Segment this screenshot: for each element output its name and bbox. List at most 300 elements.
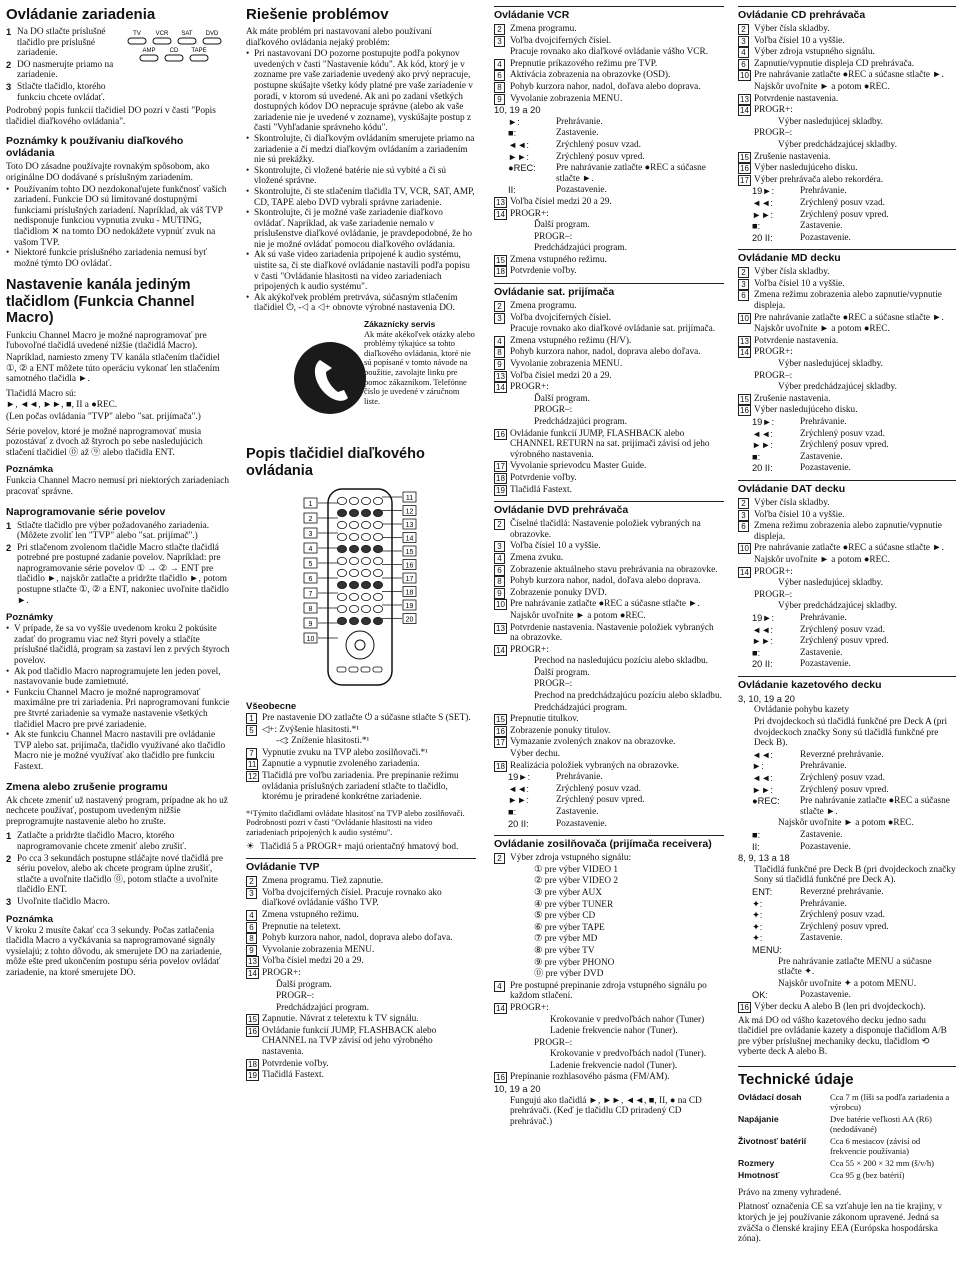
- device-key: [190, 55, 208, 61]
- trouble-intro: Ak máte problém pri nastavovaní alebo používaní diaľkového ovládania nejaký problém:: [246, 27, 432, 48]
- cd-item: Výber nasledujúcej skladby.: [778, 116, 883, 127]
- tape-title: Ovládanie kazetového decku: [738, 676, 956, 691]
- vcr-item: 8 Pohyb kurzora nahor, nadol, doľava alebo doprava.: [494, 82, 724, 93]
- vcr-item: 14 PROGR+:: [496, 208, 549, 219]
- dvd-title: Ovládanie DVD prehrávača: [494, 501, 724, 516]
- dat-key: 20 II:: [752, 659, 773, 670]
- service-title: Zákaznícky servis: [364, 319, 436, 330]
- remote-button: [349, 509, 358, 516]
- trouble-list: [246, 49, 476, 314]
- trouble-item: • Ak akýkoľvek problém pretrváva, súčasným stlačením tlačidiel ⏻, -◁ a ◁+ obnovte výrobné nastavenia DO.: [246, 293, 476, 314]
- trouble-item: • Ak sú vaše video zariadenia pripojené k audio systému, uistite sa, či ste diaľkové ovládanie nastavili podľa popisu v časti "Ovládanie hlasitosti na video zariadeniach pripojených k audio systému".: [246, 250, 476, 292]
- macro-buttons-label: Tlačidlá Macro sú:: [6, 388, 77, 399]
- vcr-item: 18 Potvrdenie voľby.: [496, 266, 577, 277]
- remote-button: [373, 545, 382, 552]
- tape-text: Zrýchlený posuv vzad.: [800, 773, 885, 784]
- sat-item: 2 Zmena programu.: [494, 301, 724, 312]
- note3-text: V kroku 2 musíte čakať cca 3 sekundy. Počas zatlačenia tlačidla Macro a vyčkávania sa naprogramované signály vysielajú; z tohto dôvodu, ak smerujete DO na zariadenie, môže ešte pred ukončením postupu séria povelov ovládať zariadenie, na ktoré smerujete DO.: [6, 925, 222, 978]
- sat-item: 14 PROGR+:: [496, 382, 549, 393]
- tvp-text: Ovládanie funkcií JUMP, FLASHBACK alebo CHANNEL na TVP závisí od jeho výrobného nastavenia.: [262, 1025, 437, 1058]
- md-number-box: 10: [740, 313, 749, 323]
- dvd-item: Ďalší program.: [534, 667, 590, 678]
- dat-text: Zrýchlený posuv vzad.: [800, 624, 885, 635]
- remote-button: [349, 617, 358, 624]
- spec-row: [738, 1092, 956, 1112]
- program-step-item: [6, 543, 232, 607]
- md-number-box: 6: [738, 290, 749, 301]
- amp-item: ⑤ pre výber CD: [534, 911, 596, 922]
- dvd-number-box: 2: [494, 519, 505, 530]
- spec-value: Cca 6 mesiacov (závisí od frekvencie používania): [830, 1135, 921, 1156]
- vcr-number-box: 13: [496, 197, 505, 207]
- vcr-item: Predchádzajúci program.: [534, 243, 627, 254]
- tip-text: Tlačidlá 5 a PROGR+ majú orientačný hmatový bod.: [260, 841, 459, 852]
- dvd-key: ◄◄:: [508, 783, 529, 794]
- trouble-item: • Skontrolujte, či ste stlačením tlačidla TV, VCR, SAT, AMP, CD, TAPE alebo DVD vybrali správne zariadenie.: [246, 187, 476, 208]
- tvp-number-box: 19: [248, 1071, 257, 1081]
- callout-label: 11: [405, 495, 414, 503]
- note-item: • Používaním tohto DO nezdokonaľujete funkčnosť vašich zariadení. Funkcie DO sú limitované dostupnými funkciami príslušných zariadení. Napríklad, ak váš TVP nedisponuje funkciou vypnutia zvuku - MUTING, tlačidlom ✕ na tomto DO nedokážete vypnúť zvuk na vašom TVP.: [6, 185, 232, 249]
- dvd-item: 16 Zobrazenie ponuky titulov.: [496, 725, 611, 736]
- cd-item: 3 Voľba čísiel 10 a vyššie.: [738, 36, 956, 47]
- md-number-box: 13: [740, 336, 749, 346]
- dvd-item: 18 Realizácia položiek vybraných na obrazovke.: [496, 760, 680, 771]
- remote-button: [373, 617, 382, 624]
- general-item: [246, 759, 476, 770]
- cd-title: Ovládanie CD prehrávača: [738, 6, 956, 21]
- dvd-item: Výber dechu.: [510, 749, 561, 760]
- tape-text: Prehrávanie.: [800, 898, 847, 909]
- tech-title: Technické údaje: [738, 1066, 956, 1088]
- md-text: Zrýchlený posuv vpred.: [800, 440, 889, 451]
- callout-label: 8: [308, 606, 313, 614]
- dvd-text: Pozastavenie.: [556, 818, 607, 829]
- sat-item: PROGR–:: [534, 405, 573, 416]
- remote-button: [337, 509, 346, 516]
- dvd-item: 13 Potvrdenie nastavenia. Nastavenie položiek vybraných na obrazovke.: [496, 622, 714, 644]
- dvd-item: Prechod na nasledujúcu pozíciu alebo skladbu.: [534, 656, 709, 667]
- tape-item: [738, 899, 956, 910]
- cd-item: 13 Potvrdenie nastavenia.: [740, 93, 839, 104]
- trouble-item: • Skontrolujte, či vložené batérie nie sú vybité a či sú vložené správne.: [246, 166, 476, 187]
- md-key: ◄◄:: [752, 428, 773, 439]
- cd-key: ►►:: [752, 209, 773, 220]
- vcr-key: ►►:: [508, 151, 529, 162]
- cd-item: 17 Výber prehrávača alebo rekordéra.: [740, 174, 884, 185]
- vcr-item: 10, 19 a 20: [494, 105, 541, 116]
- remote-button: [337, 557, 346, 564]
- tvp-item: [246, 968, 476, 979]
- dat-list: [738, 498, 956, 670]
- vcr-number-box: 18: [496, 267, 505, 277]
- tvp-text: Voľba dvojciferných čísiel. Pracuje rovnako ako diaľkové ovládanie vášho TVP.: [262, 887, 442, 909]
- tape-note: Ak má DO od vášho kazetového decku jedno sadu tlačidiel pre ovládanie kazety a disponuje tlačidlom A/B pre výber príslušnej mechaniky decku, tlačidlom ⟲ vyberte deck A alebo B.: [738, 1015, 947, 1058]
- dvd-key: 19►:: [508, 772, 531, 783]
- device-key: [140, 55, 158, 61]
- note2-item: • Ak ste funkciu Channel Macro nastavili pre ovládanie TVP alebo sat. prijímača, tlačidlo využívané ako tlačidlo Macro nie je možné využívať ako tlačidlo pre funkciu Fastext.: [6, 730, 232, 772]
- general-number-box: 12: [248, 772, 257, 781]
- dvd-item: PROGR–:: [534, 679, 573, 690]
- dvd-number-box: 9: [494, 588, 505, 599]
- sat-item: 19 Tlačidlá Fastext.: [496, 484, 572, 495]
- cd-item: 10 Pre nahrávanie zatlačte ●REC a súčasne stlačte ►.: [740, 70, 944, 81]
- dvd-item: Najskôr uvoľnite ► a potom ●REC.: [510, 610, 646, 621]
- device-keypad-illustration: [122, 27, 230, 67]
- cd-key: ◄◄:: [752, 197, 773, 208]
- callout-label: 14: [405, 535, 414, 543]
- tvp-item: [246, 933, 476, 944]
- callout-label: 10: [306, 636, 315, 644]
- cd-item: 2 Výber čísla skladby.: [738, 24, 956, 35]
- dvd-number-box: 15: [496, 715, 505, 725]
- remote-button: [349, 533, 358, 540]
- dvd-key: ►►:: [508, 795, 529, 806]
- service-block: [246, 320, 476, 432]
- tvp-text: Zapnutie. Návrat z teletextu k TV signálu.: [262, 1014, 419, 1025]
- remote-button: [337, 605, 346, 612]
- remote-button: [361, 569, 370, 576]
- md-number-box: 14: [740, 348, 749, 358]
- dat-item: Výber nasledujúcej skladby.: [778, 578, 883, 589]
- notes2-list: [6, 624, 232, 772]
- general-number-box: 5: [246, 725, 257, 736]
- column-4: [738, 6, 956, 1246]
- amp-item: Krokovanie v predvoľbách nahor (Tuner): [550, 1014, 705, 1025]
- md-item: Výber predchádzajúcej skladby.: [778, 382, 897, 393]
- md-number-box: 3: [738, 279, 749, 290]
- spec-key: Ovládací dosah: [738, 1091, 802, 1102]
- spec-value: Dve batérie veľkosti AA (R6) (nedodávané): [830, 1113, 932, 1134]
- sat-number-box: 8: [494, 347, 505, 358]
- cd-number-box: 13: [740, 94, 749, 104]
- dat-item: 2 Výber čísla skladby.: [738, 498, 956, 509]
- tape-list: [738, 694, 956, 1013]
- sat-number-box: 4: [494, 336, 505, 347]
- tvp-text: Tlačidlá Fastext.: [262, 1070, 324, 1081]
- dvd-text: Zastavenie.: [556, 807, 599, 817]
- cancel-step-number: 1: [6, 831, 12, 842]
- remote-button: [349, 569, 358, 576]
- cd-item: PROGR–:: [754, 128, 793, 139]
- general-text: Zapnutie a vypnutie zvoleného zariadenia.: [262, 759, 420, 770]
- tvp-number-box: 16: [248, 1026, 257, 1036]
- program-step-number: 1: [6, 520, 12, 531]
- md-key: 20 II:: [752, 463, 773, 474]
- callout-label: 3: [308, 531, 313, 539]
- md-item: 16 Výber nasledujúceho disku.: [740, 405, 858, 416]
- cd-number-box: 3: [738, 36, 749, 47]
- note2-item: • Funkciu Channel Macro je možné naprogramovať maximálne pre tri zariadenia. Pri naprogramovaní funkcie pre štvrté zariadenie sa vymaže nastavenie všetkých tlačidiel Macro pre prvé zariadenie.: [6, 688, 232, 730]
- trouble-item: • Skontrolujte, či je možné vaše zariadenie diaľkovo ovládať. Napríklad, ak vaše zariadenie nemalo v príslušenstve diaľkové ovládanie, je pravdepodobné, že ho nie je možné ovládať pomocou diaľkového ovládania.: [246, 208, 476, 250]
- tvp-text: Pohyb kurzora nahor, nadol, doprava alebo doľava.: [262, 933, 453, 944]
- tvp-text: Voľba čísiel medzi 20 a 29.: [262, 956, 364, 967]
- macro-p1: Funkciu Channel Macro je možné naprogramovať pre ľubovoľné tlačidlá uvedené nižšie (tlačidlá Macro).: [6, 330, 207, 352]
- notes2-title: Poznámky: [6, 612, 53, 624]
- tape-key: ◄◄:: [752, 773, 773, 784]
- dvd-item: Prechod na predchádzajúcu pozíciu alebo skladbu.: [534, 691, 722, 702]
- dat-title: Ovládanie DAT decku: [738, 480, 956, 495]
- remote-button: [361, 557, 370, 564]
- tape-item: [738, 922, 956, 933]
- macro-title: Nastavenie kanála jediným tlačidlom (Funkcia Channel Macro): [6, 277, 195, 327]
- keypad-label: DVD: [205, 31, 219, 37]
- remote-fastext-button: [373, 667, 382, 672]
- spec-key: Napájanie: [738, 1113, 779, 1124]
- tape-key: ✦:: [752, 921, 763, 932]
- tape-item: [738, 830, 956, 841]
- callout-label: 6: [308, 576, 313, 584]
- vcr-number-box: 8: [494, 82, 505, 93]
- tape-key: OK:: [752, 990, 769, 1001]
- dat-key: ◄◄:: [752, 624, 773, 635]
- tvp-list: [246, 876, 476, 1081]
- md-item: [738, 452, 956, 463]
- sat-item: 17 Vyvolanie sprievodcu Master Guide.: [496, 461, 647, 472]
- tape-text: Zrýchlený posuv vzad.: [800, 910, 885, 921]
- amp-item: Ladenie frekvencie nadol (Tuner).: [550, 1060, 678, 1071]
- amp-item: PROGR–:: [534, 1037, 573, 1048]
- cd-item: [738, 210, 956, 221]
- general-item: [246, 736, 476, 747]
- tape-item: Najskôr uvoľnite ► a potom ●REC.: [778, 818, 914, 829]
- vcr-item: 13 Voľba čísiel medzi 20 a 29.: [496, 196, 612, 207]
- tvp-item: [246, 910, 476, 921]
- vcr-item: [494, 128, 724, 139]
- dat-number-box: 3: [738, 510, 749, 521]
- tvp-number-box: 14: [248, 968, 257, 978]
- dvd-number-box: 10: [496, 600, 505, 610]
- remote-button: [373, 605, 382, 612]
- md-item: 6 Zmena režimu zobrazenia alebo zapnutie/vypnutie displeja.: [738, 290, 956, 311]
- amp-item: ⑨ pre výber PHONO: [534, 957, 615, 968]
- tvp-number-box: 2: [246, 876, 257, 887]
- dat-item: Najskôr uvoľnite ► a potom ●REC.: [754, 554, 890, 565]
- dat-text: Zrýchlený posuv vpred.: [800, 636, 889, 647]
- sat-item: 13 Voľba čísiel medzi 20 a 29.: [496, 370, 612, 381]
- note3-title: Poznámka: [6, 913, 53, 925]
- dat-item: PROGR–:: [754, 589, 793, 600]
- callout-label: 16: [405, 562, 414, 570]
- cd-item: 4 Výber zdroja vstupného signálu.: [738, 47, 956, 58]
- spec-row: [738, 1170, 956, 1180]
- dvd-item: 15 Prepnutie titulkov.: [496, 714, 579, 725]
- dvd-item: Predchádzajúci program.: [534, 702, 627, 713]
- device-step-text: Stlačte tlačidlo, ktorého funkciu chcete ovládať.: [17, 81, 106, 103]
- keypad-label: CD: [169, 48, 179, 54]
- amp-item: 10, 19 a 20: [494, 1084, 541, 1095]
- md-item: Výber nasledujúcej skladby.: [778, 359, 883, 370]
- tvp-number-box: 6: [246, 922, 257, 933]
- tape-text: Zastavenie.: [800, 933, 843, 944]
- vcr-key: ●REC:: [508, 163, 536, 174]
- dat-item: [738, 648, 956, 659]
- spec-key: Rozmery: [738, 1157, 775, 1168]
- vcr-number-box: 14: [496, 209, 505, 219]
- program-step-text: Pri stlačenom zvolenom tlačidle Macro stlačte tlačidlá potrebné pre postupné zadanie povelov. Napríklad: pre naprogramovanie série povelov ① → ② → ENT pre tlačidlo ►, najskôr zatlačte a pridržte tlačidlo ►, potom postupne stlačte ①, ② a ENT, nakoniec uvoľnite tlačidlo ►.: [17, 542, 229, 606]
- dat-item: 3 Voľba čísiel 10 a vyššie.: [738, 510, 956, 521]
- dvd-item: 3 Voľba čísiel 10 a vyššie.: [494, 541, 724, 552]
- amp-item: ⑦ pre výber MD: [534, 934, 598, 945]
- cd-item: 15 Zrušenie nastavenia.: [740, 151, 831, 162]
- tape-text: Reverzné prehrávanie.: [800, 886, 884, 897]
- general-item: [246, 771, 476, 803]
- spec-row: [738, 1136, 956, 1156]
- telephone-handset-icon: [294, 342, 366, 414]
- tvp-number-box: 15: [248, 1015, 257, 1025]
- cancel-step-text: Uvoľnite tlačidlo Macro.: [17, 896, 110, 907]
- dvd-number-box: 4: [494, 553, 505, 564]
- tape-number-box: 16: [740, 1002, 749, 1012]
- vcr-text: Pozastavenie.: [556, 185, 607, 196]
- tvp-text: Ďalší program.: [276, 979, 332, 990]
- sat-number-box: 9: [494, 359, 505, 370]
- device-step-number: 3: [6, 81, 12, 92]
- callout-label: 9: [308, 621, 313, 629]
- dat-item: [738, 625, 956, 636]
- tape-item: Pre nahrávanie zatlačte MENU a súčasne stlačte ✦.: [778, 956, 932, 978]
- tape-item: [738, 842, 956, 853]
- program-title: Naprogramovanie série povelov: [6, 505, 166, 518]
- cd-number-box: 17: [740, 175, 749, 185]
- tape-item: 16 Výber decku A alebo B (len pri dvojdeckoch).: [740, 1001, 926, 1012]
- remote-button: [361, 581, 370, 588]
- remote-button: [349, 545, 358, 552]
- sat-number-box: 13: [496, 371, 505, 381]
- dvd-item: [494, 795, 724, 806]
- cancel-step-item: [6, 854, 232, 896]
- tvp-text: Potvrdenie voľby.: [262, 1058, 329, 1069]
- tvp-text: PROGR–:: [276, 991, 315, 1002]
- sat-item: 8 Pohyb kurzora nahor, nadol, doprava alebo doľava.: [494, 347, 724, 358]
- dvd-text: Zrýchlený posuv vzad.: [556, 783, 641, 794]
- cancel-step-number: 3: [6, 896, 12, 907]
- remote-button: [361, 533, 370, 540]
- sat-number-box: 3: [494, 313, 505, 324]
- amp-number-box: 14: [496, 1003, 505, 1013]
- cd-key: ■:: [752, 221, 761, 232]
- cd-number-box: 10: [740, 71, 749, 81]
- notes-list: [6, 185, 232, 270]
- dvd-item: 10 Pre nahrávanie zatlačte ●REC a súčasne stlačte ►.: [496, 599, 700, 610]
- callout-label: 20: [405, 616, 414, 624]
- md-title: Ovládanie MD decku: [738, 249, 956, 264]
- remote-button: [349, 581, 358, 588]
- dvd-key: ■:: [508, 807, 517, 817]
- tape-item: [738, 933, 956, 944]
- dat-item: 6 Zmena režimu zobrazenia alebo zapnutie/vypnutie displeja.: [738, 521, 956, 542]
- tvp-number-box: 3: [246, 888, 257, 899]
- remote-button: [361, 545, 370, 552]
- amp-item: 4 Pre postupné prepínanie zdroja vstupného signálu po každom stlačení.: [494, 981, 724, 1002]
- remote-button: [373, 557, 382, 564]
- cancel-step-text: Zatlačte a pridržte tlačidlo Macro, ktorého naprogramovanie chcete zmeniť alebo zrušiť.: [17, 831, 187, 852]
- tvp-text: Zmena vstupného režimu.: [262, 909, 359, 920]
- vcr-key: II:: [508, 185, 516, 196]
- remote-button: [337, 521, 346, 528]
- callout-label: 5: [308, 561, 313, 569]
- sat-title: Ovládanie sat. prijímača: [494, 283, 724, 298]
- vcr-key: ►:: [508, 116, 520, 127]
- general-number-box: 7: [246, 748, 257, 759]
- amp-item: ④ pre výber TUNER: [534, 899, 614, 910]
- general-title: Všeobecne: [246, 701, 297, 713]
- dat-number-box: 6: [738, 521, 749, 532]
- vcr-item: [494, 163, 724, 184]
- amp-item: ① pre výber VIDEO 1: [534, 864, 619, 875]
- footnote: *¹Týmito tlačidlami ovládate hlasitosť na TVP alebo zosilňovači. Podrobnosti pozri v časti "Ovládanie hlasitosti na video zariadeniach pripojených k audio systému".: [246, 808, 465, 837]
- tape-item: Pri dvojdeckoch sú tlačidlá funkčné pre Deck A (pri dvojdeckoch značky Sony sú tlačidlá funkčné pre Deck B).: [754, 717, 948, 749]
- dat-text: Prehrávanie.: [800, 612, 847, 623]
- program-steps: [6, 521, 232, 607]
- keypad-label: SAT: [181, 31, 193, 37]
- dvd-number-box: 6: [494, 565, 505, 576]
- general-item: [246, 725, 476, 736]
- lightbulb-icon: ☀: [246, 841, 255, 852]
- macro-p3: Série povelov, ktoré je možné naprogramovať musia pozostávať z dvoch až štyroch po sebe nasledujúcich stlačení tlačidiel ⓪ až ⑨ alebo tlačidla ENT.: [6, 426, 203, 458]
- dvd-number-box: 18: [496, 761, 505, 771]
- dvd-text: Prehrávanie.: [556, 772, 603, 783]
- spec-key: Hmotnosť: [738, 1169, 780, 1180]
- vcr-item: 15 Zmena vstupného režimu.: [496, 254, 607, 265]
- keypad-label: TV: [133, 31, 141, 37]
- callout-label: 7: [308, 591, 313, 599]
- dvd-item: 8 Pohyb kurzora nahor, nadol, doľava alebo doprava.: [494, 576, 724, 587]
- spec-value: Cca 95 g (bez batérií): [830, 1169, 905, 1180]
- amp-item: Fungujú ako tlačidlá ►, ►►, ◄◄, ■, II, ● na CD prehrávači. (Keď je tlačidlu CD priradený CD prehrávač.): [510, 1095, 702, 1127]
- md-key: ►►:: [752, 440, 773, 451]
- device-step-item: [6, 82, 124, 103]
- column-3: [494, 6, 724, 1128]
- remote-button: [361, 521, 370, 528]
- cd-item: [738, 221, 956, 232]
- program-step-number: 2: [6, 542, 12, 553]
- spec-value: Cca 7 m (líši sa podľa zariadenia a výrobcu): [830, 1091, 950, 1112]
- cd-item: Najskôr uvoľnite ► a potom ●REC.: [754, 81, 890, 92]
- notes-title: Poznámky k používaniu diaľkového ovládania: [6, 135, 184, 160]
- general-list: [246, 713, 476, 803]
- cd-text: Prehrávanie.: [800, 186, 847, 197]
- sat-number-box: 17: [496, 462, 505, 472]
- tape-key: ✦:: [752, 910, 763, 921]
- remote-button: [337, 545, 346, 552]
- vcr-text: Zrýchlený posuv vpred.: [556, 151, 645, 162]
- amp-item: ② pre výber VIDEO 2: [534, 876, 619, 887]
- cancel-steps: [6, 831, 232, 907]
- tape-item: [738, 785, 956, 796]
- tvp-number-box: 9: [246, 945, 257, 956]
- tape-text: Reverzné prehrávanie.: [800, 749, 884, 760]
- tvp-text: Zmena programu. Tiež zapnutie.: [262, 876, 384, 887]
- tape-text: Zrýchlený posuv vpred.: [800, 784, 889, 795]
- tape-text: Prehrávanie.: [800, 761, 847, 772]
- spec-table: [738, 1092, 956, 1180]
- sat-item: 16 Ovládanie funkcií JUMP, FLASHBACK alebo CHANNEL RETURN na sat. prijímači závisí od jeho výrobného nastavenia.: [496, 428, 710, 460]
- device-steps: [6, 27, 124, 103]
- tape-text: Zrýchlený posuv vpred.: [800, 921, 889, 932]
- callout-label: 15: [405, 549, 414, 557]
- spec-row: [738, 1114, 956, 1134]
- tape-item: Ovládanie pohybu kazety: [754, 705, 850, 716]
- general-item: [246, 713, 476, 724]
- remote-button: [373, 509, 382, 516]
- vcr-item: 3 Voľba dvojciferných čísiel.: [494, 36, 724, 47]
- remote-button: [349, 557, 358, 564]
- tvp-item: [246, 888, 476, 909]
- dvd-item: 4 Zmena zvuku.: [494, 553, 724, 564]
- callout-label: 12: [405, 508, 414, 516]
- remote-button: [361, 593, 370, 600]
- amp-item: 16 Prepínanie rozhlasového pásma (FM/AM).: [496, 1072, 670, 1083]
